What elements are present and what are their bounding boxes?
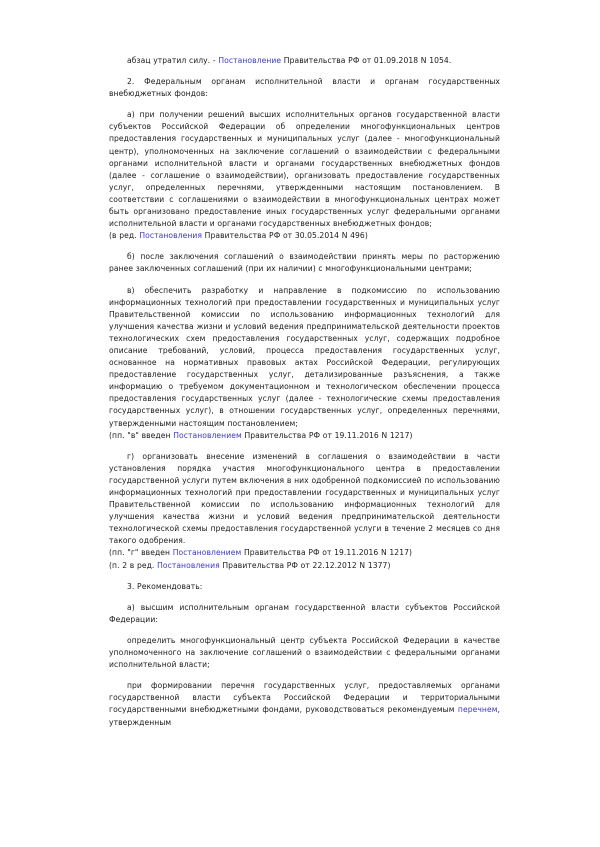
paragraph-item-3: 3. Рекомендовать: [127,581,203,591]
reference-note-3 [109,547,500,559]
link-perechnem[interactable]: перечнем [457,705,498,715]
reference-tail-text: Правительства РФ от 19.11.2016 N 1217) [241,430,413,440]
reference-lead-text: (в ред. [109,231,140,241]
paragraph-item-3-subitem-a: а) высшим исполнительным органам государственной власти субъектов Российской Федерации: [109,602,500,624]
paragraph-tail-text: Правительства РФ от 01.09.2018 N 1054. [281,56,452,65]
document-text-body [109,55,500,738]
link-postanovlenie-1054[interactable]: Постановление [218,56,282,65]
reference-tail-text: Правительства РФ от 22.12.2012 N 1377) [219,560,391,570]
paragraph-lead-text: абзац утратил силу. - [127,56,219,65]
paragraph-tail-text: , утвержденным [109,705,500,727]
reference-tail-text: Правительства РФ от 19.11.2016 N 1217) [241,548,413,558]
paragraph-opredelit-mfc: определить многофункциональный центр субъекта Российской Федерации в качестве уполномоченного на заключение соглашений о взаимодействии с федеральными органами исполнительной власти; [109,635,500,670]
paragraph-pri-formirovanii-perechnya [109,680,500,728]
reference-note-4 [109,560,500,572]
reference-lead-text: (п. 2 в ред. [109,560,158,570]
paragraph-subitem-g: г) организовать внесение изменений в соглашения о взаимодействии в части установления порядка участия многофункционального центра в предоставлении государственной услуги путем включения в них одобренной подкомиссией по использованию информационных технологий при предоставлении государственных и муниципальных услуг Правительственной комиссии по использованию информационных технологий для улучшения качества жизни и условий ведения предпринимательской деятельности технологической схемы предоставления государственной услуги в течение 2 месяцев со дня такого одобрения. [109,451,500,546]
reference-note-2 [109,430,500,442]
link-postanovleniya-496[interactable]: Постановления [139,231,203,241]
reference-tail-text: Правительства РФ от 30.05.2014 N 496) [202,231,368,241]
link-postanovleniya-1377[interactable]: Постановления [157,560,220,570]
paragraph-subitem-b: б) после заключения соглашений о взаимодействии принять меры по расторжению ранее заключенных соглашений (при их наличии) с многофункциональными центрами; [109,252,500,274]
reference-lead-text: (пп. "в" введен [109,430,174,440]
paragraph-item-2: 2. Федеральным органам исполнительной власти и органам государственных внебюджетных фондов: [109,77,500,99]
paragraph-subitem-v: в) обеспечить разработку и направление в подкомиссию по использованию информационных технологий при предоставлении государственных и муниципальных услуг Правительственной комиссии по использованию информационных технологий для улучшения качества жизни и условий ведения предпринимательской деятельности проектов технологических схем предоставления государственных услуг, содержащих подробное описание требований, условий, процесса предоставления государственных услуг, основанное на нормативных правовых актах Российской Федерации, регулирующих предоставление государственных услуг, детализированные разъяснения, а также информацию о требуемом документационном и технологическом обеспечении процесса предоставления государственных услуг (далее - технологические схемы предоставления государственных услуг), в отношении государственных услуг, определенных перечнями, утвержденными настоящим постановлением; [109,285,500,428]
reference-note-1 [109,230,500,242]
paragraph-subitem-a: а) при получении решений высших исполнительных органов государственной власти субъектов Российской Федерации об определении многофункциональных центров предоставления государственных и муниципальных услуг (далее - многофункциональный центр), уполномоченных на заключение соглашений о взаимодействии с федеральными органами исполнительной власти и органами государственных внебюджетных фондов (далее - соглашение о взаимодействии), организовать предоставление государственных услуг, определенных перечнями, утвержденными настоящим постановлением. В соответствии с соглашениями о взаимодействии в многофункциональных центрах может быть организовано предоставление иных государственных услуг федеральными органами исполнительной власти и органами государственных внебюджетных фондов; [109,110,500,229]
paragraph-abzac-utratil-silu [109,55,500,67]
reference-lead-text: (пп. "г" введен [109,548,173,558]
link-postanovleniem-1217-a[interactable]: Постановлением [173,430,242,440]
paragraph-lead-text: при формировании перечня государственных услуг, предоставляемых органами государственной власти субъекта Российской Федерации и территориальными государственными внебюджетными фондами, руководствоваться рекомендуемым [109,681,500,715]
link-postanovleniem-1217-b[interactable]: Постановлением [172,548,242,558]
